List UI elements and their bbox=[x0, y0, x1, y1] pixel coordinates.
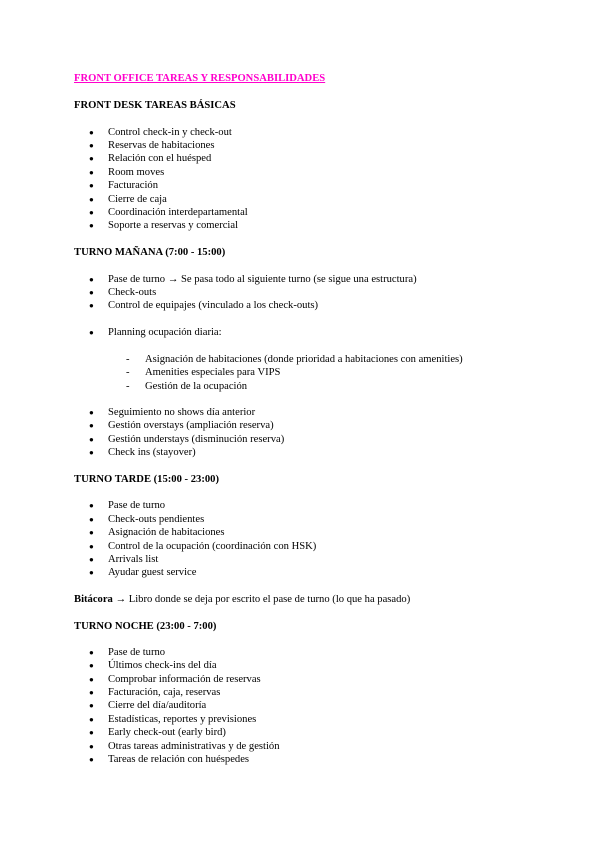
sub-list-item: - Gestión de la ocupación bbox=[126, 381, 248, 392]
dash-icon: - bbox=[126, 354, 130, 365]
bullet-icon: ● bbox=[89, 555, 94, 564]
sub-list-item: - Amenities especiales para VIPS bbox=[126, 367, 281, 378]
list-item: ● Facturación bbox=[89, 180, 159, 191]
list-item: ● Check-outs bbox=[89, 287, 157, 298]
list-item: ● Control de equipajes (vinculado a los check-outs) bbox=[89, 300, 319, 311]
bullet-icon: ● bbox=[89, 208, 94, 217]
bullet-icon: ● bbox=[89, 755, 94, 764]
bullet-icon: ● bbox=[89, 568, 94, 577]
bullet-icon: ● bbox=[89, 742, 94, 751]
list-item: ● Tareas de relación con huéspedes bbox=[89, 754, 250, 765]
bullet-icon: ● bbox=[89, 288, 94, 297]
bullet-icon: ● bbox=[89, 154, 94, 163]
list-item: ● Comprobar información de reservas bbox=[89, 674, 261, 685]
list-item: ● Early check-out (early bird) bbox=[89, 727, 226, 738]
bullet-icon: ● bbox=[89, 448, 94, 457]
list-item: ● Coordinación interdepartamental bbox=[89, 207, 248, 218]
list-item: ● Pase de turno → Se pasa todo al siguiente turno (se sigue una estructura) bbox=[89, 274, 417, 285]
dash-icon: - bbox=[126, 381, 130, 392]
bullet-icon: ● bbox=[89, 181, 94, 190]
document-title: FRONT OFFICE TAREAS Y RESPONSABILIDADES bbox=[74, 73, 326, 84]
list-item: ● Soporte a reservas y comercial bbox=[89, 220, 239, 231]
list-item: ● Ayudar guest service bbox=[89, 567, 197, 578]
bullet-icon: ● bbox=[89, 421, 94, 430]
bullet-icon: ● bbox=[89, 528, 94, 537]
list-item: ● Otras tareas administrativas y de gestión bbox=[89, 741, 280, 752]
list-item: ● Control de la ocupación (coordinación con HSK) bbox=[89, 541, 317, 552]
bullet-icon: ● bbox=[89, 661, 94, 670]
list-item: ● Cierre del día/auditoría bbox=[89, 700, 207, 711]
bullet-icon: ● bbox=[89, 195, 94, 204]
bullet-icon: ● bbox=[89, 542, 94, 551]
list-item: ● Pase de turno bbox=[89, 647, 166, 658]
list-item: ● Reservas de habitaciones bbox=[89, 140, 215, 151]
bullet-icon: ● bbox=[89, 301, 94, 310]
list-item: ● Facturación, caja, reservas bbox=[89, 687, 221, 698]
bitacora-term: Bitácora bbox=[74, 594, 113, 605]
list-item: ● Arrivals list bbox=[89, 554, 159, 565]
bullet-icon: ● bbox=[89, 688, 94, 697]
list-item: ● Check-outs pendientes bbox=[89, 514, 205, 525]
bitacora-definition: → Libro donde se deja por escrito el pase de turno (lo que ha pasado) bbox=[112, 594, 411, 605]
list-item: ● Gestión understays (disminución reserva) bbox=[89, 434, 285, 445]
bullet-icon: ● bbox=[89, 141, 94, 150]
section-heading-basic: FRONT DESK TAREAS BÁSICAS bbox=[74, 100, 236, 111]
bullet-icon: ● bbox=[89, 715, 94, 724]
list-item: ● Gestión overstays (ampliación reserva) bbox=[89, 420, 274, 431]
sub-list-item: - Asignación de habitaciones (donde prioridad a habitaciones con amenities) bbox=[126, 354, 463, 365]
list-item: ● Relación con el huésped bbox=[89, 153, 212, 164]
bullet-icon: ● bbox=[89, 501, 94, 510]
list-item: ● Estadísticas, reportes y previsiones bbox=[89, 714, 257, 725]
list-item: ● Control check-in y check-out bbox=[89, 127, 232, 138]
list-item: ● Seguimiento no shows día anterior bbox=[89, 407, 256, 418]
bullet-icon: ● bbox=[89, 728, 94, 737]
list-item: ● Pase de turno bbox=[89, 500, 166, 511]
list-item: ● Cierre de caja bbox=[89, 194, 167, 205]
list-item: ● Room moves bbox=[89, 167, 165, 178]
list-item: ● Últimos check-ins del día bbox=[89, 660, 217, 671]
bitacora-paragraph bbox=[74, 593, 410, 606]
list-item: ● Asignación de habitaciones bbox=[89, 527, 225, 538]
bullet-icon: ● bbox=[89, 675, 94, 684]
bullet-icon: ● bbox=[89, 515, 94, 524]
bullet-icon: ● bbox=[89, 328, 94, 337]
list-item-planning: ● Planning ocupación diaria: bbox=[89, 327, 222, 338]
bullet-icon: ● bbox=[89, 221, 94, 230]
bullet-icon: ● bbox=[89, 168, 94, 177]
bullet-icon: ● bbox=[89, 435, 94, 444]
list-item: ● Check ins (stayover) bbox=[89, 447, 196, 458]
bullet-icon: ● bbox=[89, 275, 94, 284]
section-heading-morning: TURNO MAÑANA (7:00 - 15:00) bbox=[74, 247, 226, 258]
bullet-icon: ● bbox=[89, 128, 94, 137]
bullet-icon: ● bbox=[89, 408, 94, 417]
bullet-icon: ● bbox=[89, 648, 94, 657]
section-heading-night: TURNO NOCHE (23:00 - 7:00) bbox=[74, 621, 217, 632]
dash-icon: - bbox=[126, 367, 130, 378]
section-heading-afternoon: TURNO TARDE (15:00 - 23:00) bbox=[74, 474, 219, 485]
bullet-icon: ● bbox=[89, 701, 94, 710]
